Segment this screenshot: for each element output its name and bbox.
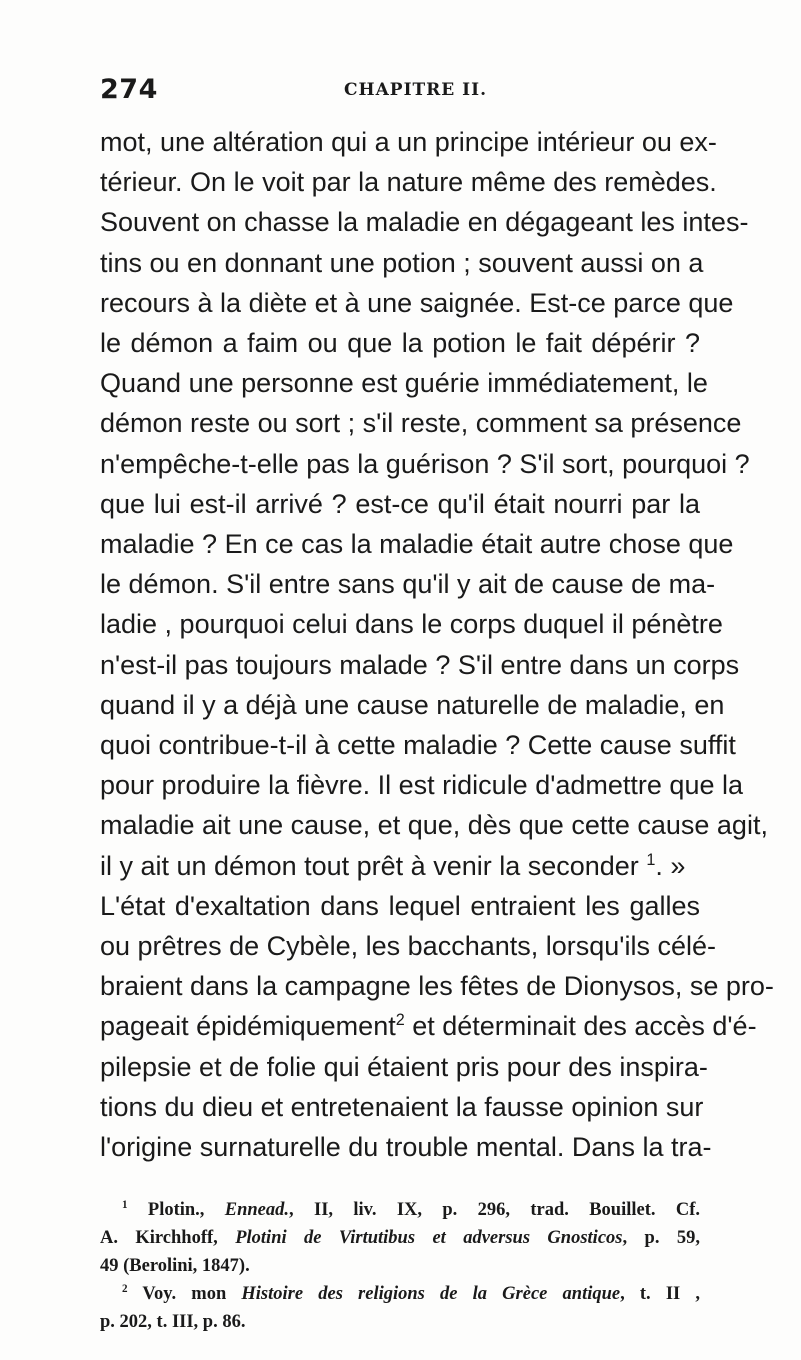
footnote-1: $^1$ Plotin., Ennead., II, liv. IX, p. 296, trad. Bouillet. Cf. <box>122 1198 701 1220</box>
line-tail: . » <box>655 850 686 881</box>
text-line: L'état d'exaltation dans lequel entraient les galles <box>100 890 700 921</box>
text-line: que lui est-il arrivé ? est-ce qu'il était nourri par la <box>100 488 700 519</box>
work-title: Plotini de Virtutibus et adversus Gnosticos <box>235 1228 623 1248</box>
text-line: n'empêche-t-elle pas la guérison ? S'il sort, pourquoi ? <box>100 448 750 479</box>
text-line: térieur. On le voit par la nature même des remèdes. <box>100 167 717 198</box>
work-title: Histoire des religions de la Grèce antique <box>241 1284 621 1304</box>
line-text: pageait épidémiquement <box>100 1011 396 1042</box>
text-line: Souvent on chasse la maladie en dégageant les intes- <box>100 207 749 238</box>
text-line: quoi contribue-t-il à cette maladie ? Cette cause suffit <box>100 730 736 761</box>
text-line: démon reste ou sort ; s'il reste, comment sa présence <box>100 408 742 439</box>
text-line: mot, une altération qui a un principe intérieur ou ex- <box>100 127 717 157</box>
text-line: n'est-il pas toujours malade ? S'il entre dans un corps <box>100 649 740 680</box>
text-line: pour produire la fièvre. Il est ridicule d'admettre que la <box>100 770 743 801</box>
text-line <box>100 1006 757 1046</box>
text-line: braient dans la campagne les fêtes de Dionysos, se pro- <box>100 971 774 1002</box>
footnote-1-cont: A. Kirchhoff, Plotini de Virtutibus et adversus Gnosticos, p. 59, <box>100 1228 700 1248</box>
running-head: CHAPITRE II. <box>344 80 487 100</box>
text-line: quand il y a déjà une cause naturelle de maladie, en <box>100 689 725 720</box>
page-number: 274 <box>100 74 158 105</box>
text-line: maladie ? En ce cas la maladie était autre chose que <box>100 529 734 560</box>
text-line: ladie , pourquoi celui dans le corps duquel il pénètre <box>100 609 723 640</box>
text-line: pilepsie et de folie qui étaient pris pour des inspira- <box>100 1051 708 1082</box>
line-text: il y ait un démon tout prêt à venir la seconder <box>100 850 639 881</box>
footnotes <box>100 1196 700 1336</box>
text-line: recours à la diète et à une saignée. Est-ce parce que <box>100 287 734 318</box>
text-line: le démon. S'il entre sans qu'il y ait de cause de ma- <box>100 569 716 600</box>
line-tail: et déterminait des accès d'é- <box>404 1011 757 1042</box>
work-title: Ennead. <box>224 1200 290 1220</box>
footnote-2-end: p. 202, t. III, p. 86. <box>100 1312 246 1332</box>
text-line: tions du dieu et entretenaient la fausse opinion sur <box>100 1091 704 1122</box>
footnote-marker: 1 <box>122 1198 128 1211</box>
footnote-2: $^2$ Voy. mon Histoire des religions de la Grèce antique, t. II , <box>122 1282 701 1304</box>
text-line: Quand une personne est guérie immédiatement, le <box>100 368 708 399</box>
footnote-ref-2[interactable]: 2 <box>395 1011 405 1030</box>
footnote-1-end: 49 (Berolini, 1847). <box>100 1256 250 1276</box>
text-line: maladie ait une cause, et que, dès que cette cause agit, <box>100 810 768 841</box>
footnote-ref-1[interactable]: 1 <box>646 850 656 869</box>
text-line: ou prêtres de Cybèle, les bacchants, lorsqu'ils célé- <box>100 931 716 962</box>
body-text <box>100 122 774 1167</box>
text-line: tins ou en donnant une potion ; souvent aussi on a <box>100 247 704 278</box>
text-line: l'origine surnaturelle du trouble mental. Dans la tra- <box>100 1132 712 1163</box>
text-line: le démon a faim ou que la potion le fait dépérir ? <box>100 328 700 359</box>
text-line-paragraph-end <box>100 846 700 886</box>
footnote-marker: 2 <box>122 1282 128 1295</box>
page-header <box>100 74 660 114</box>
